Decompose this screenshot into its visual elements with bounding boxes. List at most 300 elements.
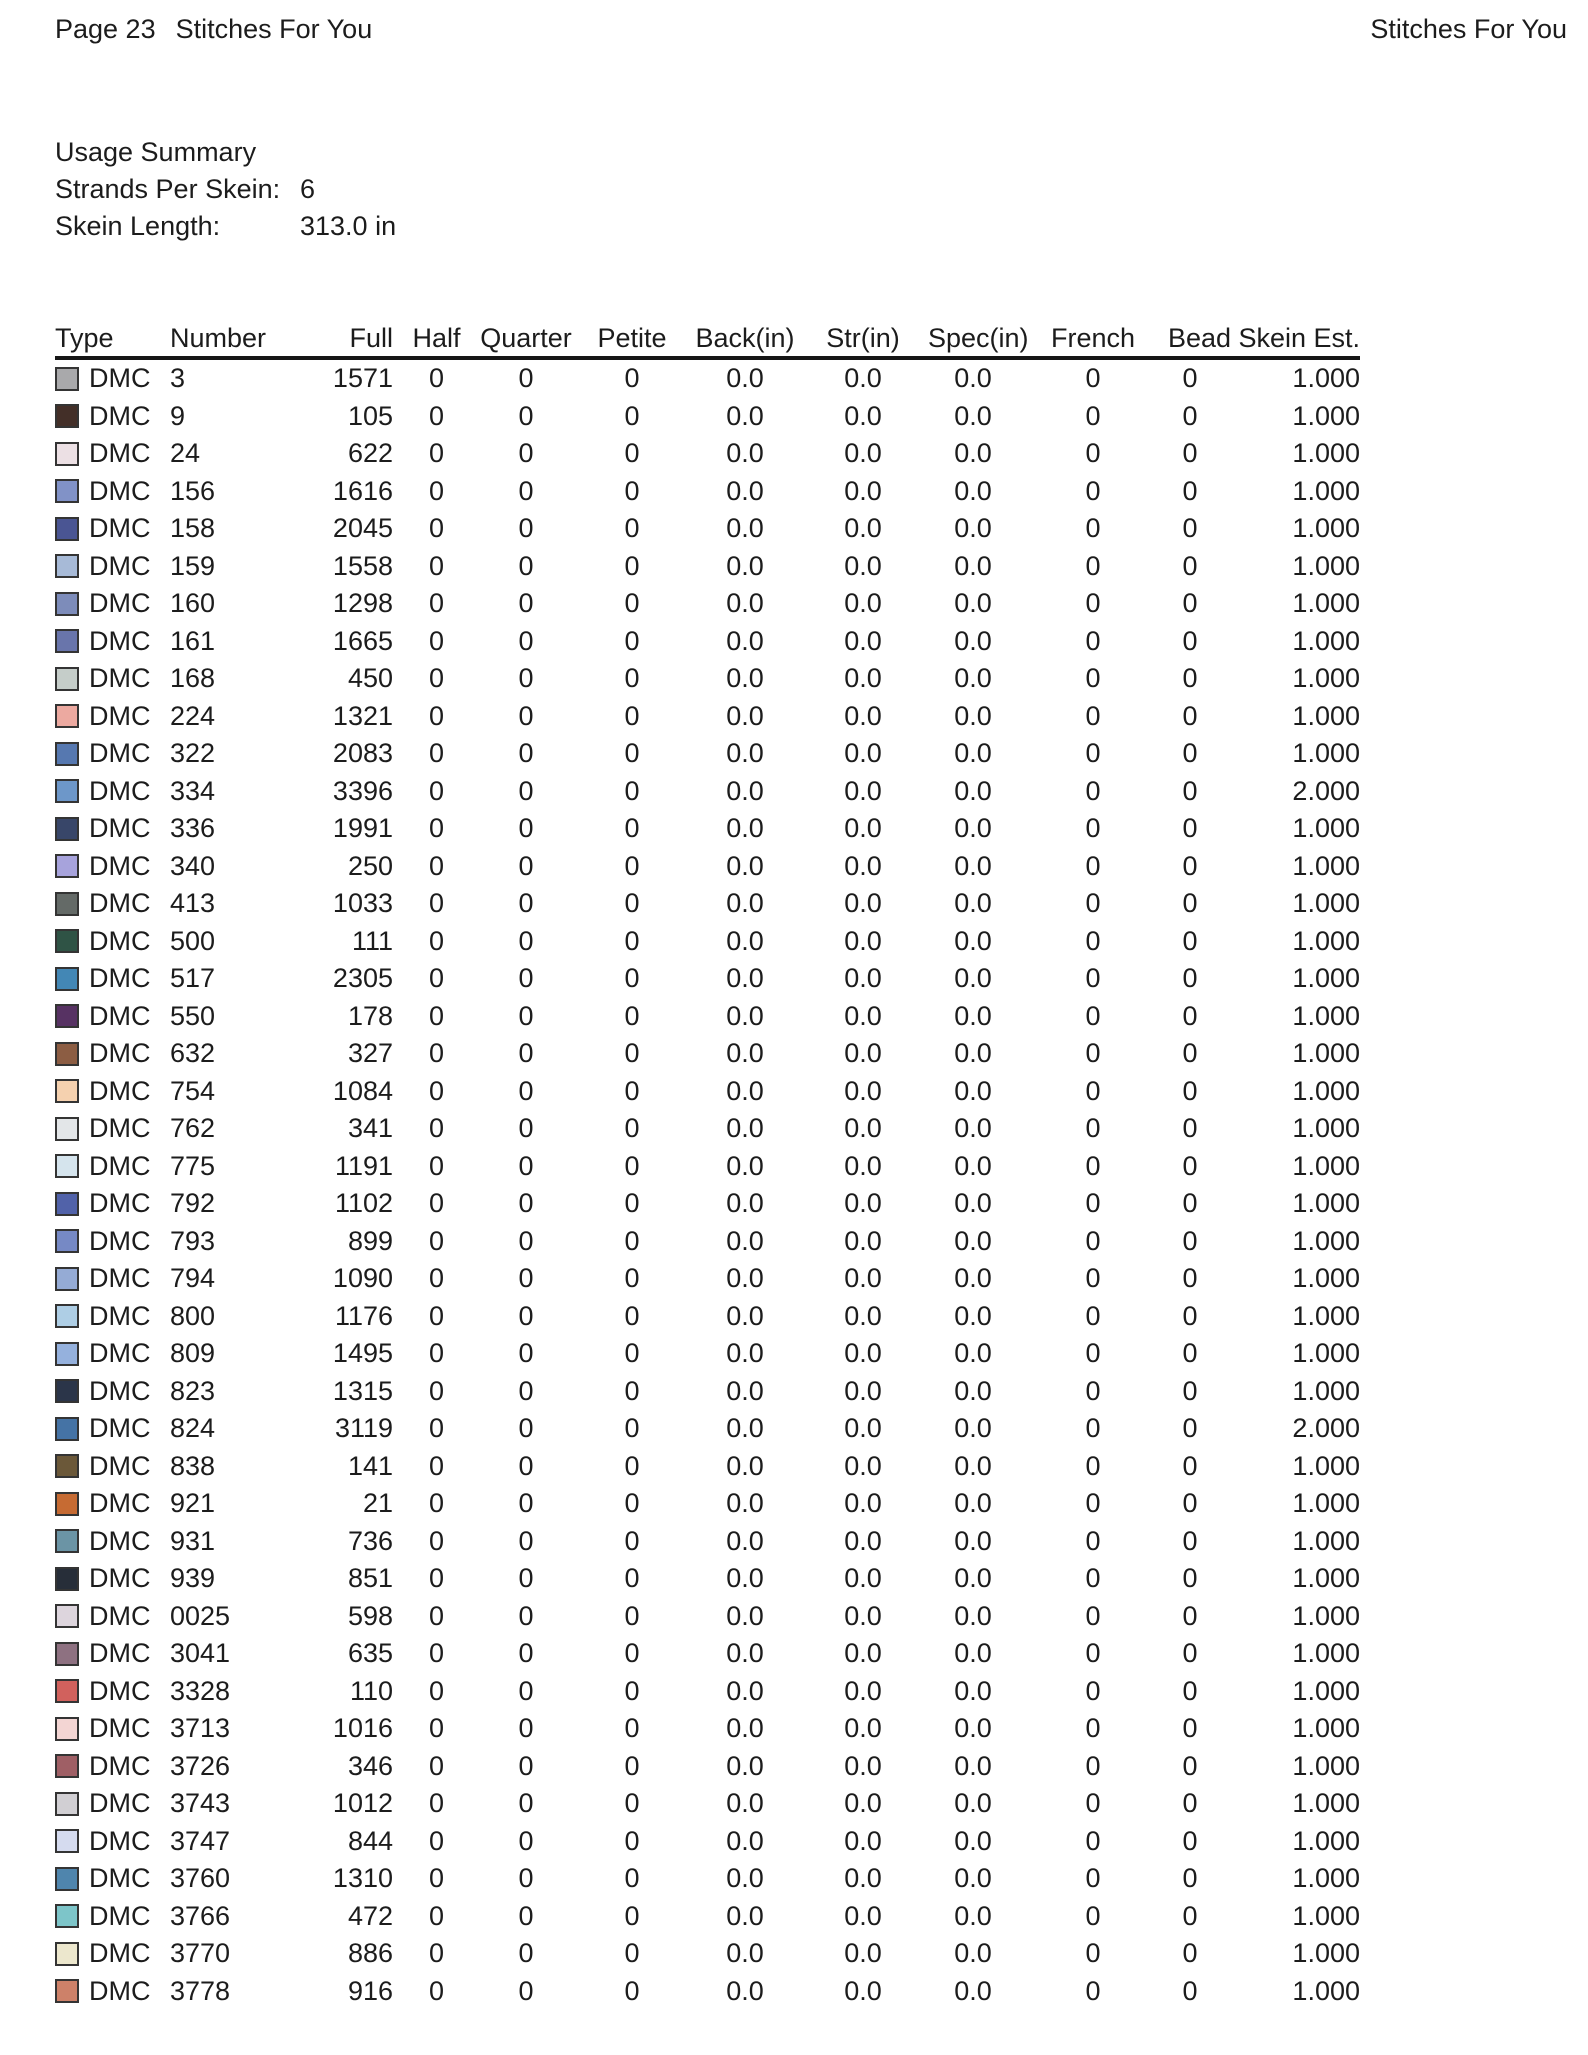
quarter-count: 0 (518, 1488, 534, 1519)
thread-type: DMC (89, 963, 151, 994)
half-count: 0 (428, 1638, 445, 1669)
petite-count: 0 (624, 1338, 640, 1369)
type-cell (55, 776, 170, 807)
table-row (55, 1223, 1360, 1261)
half-count: 0 (428, 1188, 445, 1219)
quarter-count: 0 (518, 400, 534, 431)
thread-color-swatch (55, 1229, 79, 1253)
petite-count: 0 (624, 1638, 640, 1669)
thread-type: DMC (89, 1225, 151, 1256)
quarter-count: 0 (518, 1375, 534, 1406)
petite-count: 0 (624, 1000, 640, 1031)
full-count: 1176 (334, 1300, 393, 1331)
type-cell (55, 1826, 170, 1857)
spec-inches: 0.0 (954, 925, 992, 956)
petite-count: 0 (624, 363, 640, 394)
back-inches: 0.0 (726, 775, 764, 806)
back-inches: 0.0 (726, 1375, 764, 1406)
skein-estimate: 1.000 (1292, 1375, 1360, 1406)
skein-estimate: 2.000 (1292, 775, 1360, 806)
spec-inches: 0.0 (954, 1075, 992, 1106)
quarter-count: 0 (518, 1225, 534, 1256)
skein-estimate: 1.000 (1292, 588, 1360, 619)
type-cell (55, 1338, 170, 1369)
thread-number: 800 (170, 1300, 216, 1331)
str-inches: 0.0 (844, 1000, 882, 1031)
bead-count: 0 (1182, 438, 1198, 469)
str-inches: 0.0 (844, 1113, 882, 1144)
thread-color-swatch (55, 1754, 79, 1778)
thread-number: 160 (170, 588, 216, 619)
thread-number: 413 (170, 888, 216, 919)
str-inches: 0.0 (844, 1600, 882, 1631)
type-cell (55, 813, 170, 844)
full-count: 3119 (334, 1413, 393, 1444)
quarter-count: 0 (518, 813, 534, 844)
skein-estimate: 1.000 (1292, 1150, 1360, 1181)
spec-inches: 0.0 (954, 1525, 992, 1556)
column-header-back-in: Back(in) (695, 323, 795, 353)
thread-number: 322 (170, 738, 216, 769)
skein-estimate: 1.000 (1292, 438, 1360, 469)
thread-number: 762 (170, 1113, 216, 1144)
skein-estimate: 2.000 (1292, 1413, 1360, 1444)
back-inches: 0.0 (726, 813, 764, 844)
str-inches: 0.0 (844, 1638, 882, 1669)
petite-count: 0 (624, 1825, 640, 1856)
str-inches: 0.0 (844, 1825, 882, 1856)
type-cell (55, 1638, 170, 1669)
thread-type: DMC (89, 888, 151, 919)
french-count: 0 (1085, 1263, 1101, 1294)
table-row (55, 960, 1360, 998)
french-count: 0 (1085, 1825, 1101, 1856)
str-inches: 0.0 (844, 1750, 882, 1781)
petite-count: 0 (624, 438, 640, 469)
petite-count: 0 (624, 513, 640, 544)
skein-estimate: 1.000 (1292, 1750, 1360, 1781)
skein-length-value: 313.0 in (300, 211, 397, 241)
thread-color-swatch (55, 1417, 79, 1441)
full-count: 1315 (332, 1375, 393, 1406)
bead-count: 0 (1182, 1413, 1198, 1444)
thread-number: 3041 (170, 1638, 231, 1669)
back-inches: 0.0 (726, 1338, 764, 1369)
half-count: 0 (428, 625, 445, 656)
thread-number: 9 (170, 400, 186, 431)
str-inches: 0.0 (844, 475, 882, 506)
half-count: 0 (428, 1900, 445, 1931)
thread-number: 793 (170, 1225, 216, 1256)
spec-inches: 0.0 (954, 1600, 992, 1631)
skein-estimate: 1.000 (1292, 475, 1360, 506)
petite-count: 0 (624, 588, 640, 619)
skein-estimate: 1.000 (1292, 1713, 1360, 1744)
french-count: 0 (1085, 513, 1101, 544)
str-inches: 0.0 (844, 1525, 882, 1556)
skein-length-label: Skein Length: (55, 211, 221, 241)
quarter-count: 0 (518, 1300, 534, 1331)
quarter-count: 0 (518, 738, 534, 769)
full-count: 1033 (332, 888, 393, 919)
full-count: 886 (347, 1938, 393, 1969)
spec-inches: 0.0 (954, 813, 992, 844)
quarter-count: 0 (518, 1600, 534, 1631)
type-cell (55, 1863, 170, 1894)
back-inches: 0.0 (726, 1113, 764, 1144)
table-row (55, 548, 1360, 586)
french-count: 0 (1085, 925, 1101, 956)
type-cell (55, 963, 170, 994)
full-count: 1571 (332, 363, 393, 394)
type-cell (55, 1788, 170, 1819)
spec-inches: 0.0 (954, 475, 992, 506)
thread-color-swatch (55, 1454, 79, 1478)
petite-count: 0 (624, 1225, 640, 1256)
thread-type: DMC (89, 1525, 151, 1556)
back-inches: 0.0 (726, 1600, 764, 1631)
table-row (55, 1485, 1360, 1523)
table-row (55, 1448, 1360, 1486)
thread-number: 3 (170, 363, 186, 394)
str-inches: 0.0 (844, 663, 882, 694)
back-inches: 0.0 (726, 1188, 764, 1219)
quarter-count: 0 (518, 1150, 534, 1181)
french-count: 0 (1085, 700, 1101, 731)
spec-inches: 0.0 (954, 1938, 992, 1969)
thread-type: DMC (89, 1450, 151, 1481)
table-row (55, 1935, 1360, 1973)
str-inches: 0.0 (844, 1413, 882, 1444)
half-count: 0 (428, 1450, 445, 1481)
page-number-label: Page 23 (55, 14, 156, 44)
petite-count: 0 (624, 1788, 640, 1819)
half-count: 0 (428, 1975, 445, 2006)
quarter-count: 0 (518, 1863, 534, 1894)
quarter-count: 0 (518, 1825, 534, 1856)
french-count: 0 (1085, 1900, 1101, 1931)
bead-count: 0 (1182, 1638, 1198, 1669)
spec-inches: 0.0 (954, 400, 992, 431)
table-row (55, 1373, 1360, 1411)
half-count: 0 (428, 400, 445, 431)
str-inches: 0.0 (844, 1788, 882, 1819)
spec-inches: 0.0 (954, 1750, 992, 1781)
french-count: 0 (1085, 1750, 1101, 1781)
full-count: 1665 (332, 625, 393, 656)
table-row (55, 1298, 1360, 1336)
thread-number: 3760 (170, 1863, 231, 1894)
thread-type: DMC (89, 588, 151, 619)
quarter-count: 0 (518, 625, 534, 656)
str-inches: 0.0 (844, 738, 882, 769)
back-inches: 0.0 (726, 1900, 764, 1931)
quarter-count: 0 (518, 888, 534, 919)
french-count: 0 (1085, 1413, 1101, 1444)
petite-count: 0 (624, 925, 640, 956)
table-row (55, 1035, 1360, 1073)
thread-type: DMC (89, 850, 151, 881)
petite-count: 0 (624, 1563, 640, 1594)
thread-color-swatch (55, 1492, 79, 1516)
bead-count: 0 (1182, 813, 1198, 844)
document-title-right: Stitches For You (1370, 14, 1567, 44)
bead-count: 0 (1182, 1938, 1198, 1969)
str-inches: 0.0 (844, 850, 882, 881)
quarter-count: 0 (518, 1713, 534, 1744)
full-count: 327 (347, 1038, 393, 1069)
bead-count: 0 (1182, 1675, 1198, 1706)
spec-inches: 0.0 (954, 850, 992, 881)
str-inches: 0.0 (844, 1713, 882, 1744)
bead-count: 0 (1182, 888, 1198, 919)
type-cell (55, 1976, 170, 2007)
str-inches: 0.0 (844, 1488, 882, 1519)
half-count: 0 (428, 1788, 445, 1819)
thread-number: 224 (170, 700, 216, 731)
full-count: 1991 (332, 813, 393, 844)
skein-estimate: 1.000 (1292, 1600, 1360, 1631)
back-inches: 0.0 (726, 1225, 764, 1256)
thread-number: 939 (170, 1563, 216, 1594)
full-count: 1558 (332, 550, 393, 581)
quarter-count: 0 (518, 663, 534, 694)
column-header-bead: Bead (1168, 323, 1232, 353)
bead-count: 0 (1182, 1375, 1198, 1406)
thread-color-swatch (55, 1904, 79, 1928)
back-inches: 0.0 (726, 1750, 764, 1781)
thread-type: DMC (89, 1938, 151, 1969)
thread-color-swatch (55, 667, 79, 691)
table-row (55, 698, 1360, 736)
petite-count: 0 (624, 1188, 640, 1219)
strands-per-skein-row (55, 171, 396, 208)
thread-color-swatch (55, 442, 79, 466)
thread-color-swatch (55, 854, 79, 878)
back-inches: 0.0 (726, 363, 764, 394)
type-cell (55, 1488, 170, 1519)
spec-inches: 0.0 (954, 1263, 992, 1294)
type-cell (55, 1263, 170, 1294)
spec-inches: 0.0 (954, 1488, 992, 1519)
half-count: 0 (428, 1938, 445, 1969)
petite-count: 0 (624, 1450, 640, 1481)
type-cell (55, 1413, 170, 1444)
thread-number: 161 (170, 625, 216, 656)
full-count: 1321 (332, 700, 393, 731)
str-inches: 0.0 (844, 1338, 882, 1369)
skein-estimate: 1.000 (1292, 1113, 1360, 1144)
str-inches: 0.0 (844, 588, 882, 619)
quarter-count: 0 (518, 438, 534, 469)
type-cell (55, 1151, 170, 1182)
quarter-count: 0 (518, 700, 534, 731)
full-count: 1310 (332, 1863, 393, 1894)
half-count: 0 (428, 1675, 445, 1706)
thread-color-swatch (55, 1829, 79, 1853)
skein-estimate: 1.000 (1292, 1525, 1360, 1556)
french-count: 0 (1085, 400, 1101, 431)
full-count: 1102 (334, 1188, 393, 1219)
thread-color-swatch (55, 1004, 79, 1028)
spec-inches: 0.0 (954, 438, 992, 469)
full-count: 1298 (332, 588, 393, 619)
back-inches: 0.0 (726, 663, 764, 694)
thread-number: 3770 (170, 1938, 231, 1969)
bead-count: 0 (1182, 1225, 1198, 1256)
thread-color-swatch (55, 1342, 79, 1366)
thread-type: DMC (89, 775, 151, 806)
quarter-count: 0 (518, 1563, 534, 1594)
petite-count: 0 (624, 888, 640, 919)
petite-count: 0 (624, 1975, 640, 2006)
bead-count: 0 (1182, 550, 1198, 581)
thread-number: 158 (170, 513, 216, 544)
thread-number: 24 (170, 438, 201, 469)
table-row (55, 435, 1360, 473)
bead-count: 0 (1182, 850, 1198, 881)
skein-estimate: 1.000 (1292, 663, 1360, 694)
quarter-count: 0 (518, 1413, 534, 1444)
spec-inches: 0.0 (954, 363, 992, 394)
thread-number: 838 (170, 1450, 216, 1481)
str-inches: 0.0 (844, 1900, 882, 1931)
back-inches: 0.0 (726, 550, 764, 581)
bead-count: 0 (1182, 1825, 1198, 1856)
full-count: 1090 (332, 1263, 393, 1294)
quarter-count: 0 (518, 963, 534, 994)
back-inches: 0.0 (726, 1150, 764, 1181)
str-inches: 0.0 (844, 1975, 882, 2006)
table-row (55, 1710, 1360, 1748)
bead-count: 0 (1182, 1000, 1198, 1031)
thread-color-swatch (55, 1079, 79, 1103)
full-count: 341 (347, 1113, 393, 1144)
str-inches: 0.0 (844, 1300, 882, 1331)
table-row (55, 1898, 1360, 1936)
french-count: 0 (1085, 1450, 1101, 1481)
skein-estimate: 1.000 (1292, 1225, 1360, 1256)
quarter-count: 0 (518, 1450, 534, 1481)
type-cell (55, 1938, 170, 1969)
thread-color-swatch (55, 1379, 79, 1403)
back-inches: 0.0 (726, 1525, 764, 1556)
half-count: 0 (428, 1000, 445, 1031)
thread-number: 809 (170, 1338, 216, 1369)
str-inches: 0.0 (844, 1450, 882, 1481)
french-count: 0 (1085, 438, 1101, 469)
thread-color-swatch (55, 1867, 79, 1891)
thread-number: 3726 (170, 1750, 231, 1781)
thread-color-swatch (55, 1567, 79, 1591)
petite-count: 0 (624, 1938, 640, 1969)
thread-type: DMC (89, 1563, 151, 1594)
petite-count: 0 (624, 1863, 640, 1894)
back-inches: 0.0 (726, 1075, 764, 1106)
quarter-count: 0 (518, 1038, 534, 1069)
back-inches: 0.0 (726, 1000, 764, 1031)
type-cell (55, 1076, 170, 1107)
french-count: 0 (1085, 1525, 1101, 1556)
thread-number: 500 (170, 925, 216, 956)
table-row (55, 923, 1360, 961)
thread-color-swatch (55, 1529, 79, 1553)
full-count: 844 (347, 1825, 393, 1856)
column-header-str-in: Str(in) (826, 323, 900, 353)
quarter-count: 0 (518, 1075, 534, 1106)
back-inches: 0.0 (726, 400, 764, 431)
petite-count: 0 (624, 1038, 640, 1069)
back-inches: 0.0 (726, 1450, 764, 1481)
quarter-count: 0 (518, 1675, 534, 1706)
type-cell (55, 551, 170, 582)
petite-count: 0 (624, 1413, 640, 1444)
spec-inches: 0.0 (954, 550, 992, 581)
petite-count: 0 (624, 1113, 640, 1144)
thread-color-swatch (55, 1942, 79, 1966)
thread-number: 794 (170, 1263, 216, 1294)
thread-color-swatch (55, 554, 79, 578)
bead-count: 0 (1182, 1488, 1198, 1519)
bead-count: 0 (1182, 1563, 1198, 1594)
spec-inches: 0.0 (954, 700, 992, 731)
table-row (55, 735, 1360, 773)
full-count: 250 (347, 850, 393, 881)
skein-estimate: 1.000 (1292, 1000, 1360, 1031)
petite-count: 0 (624, 1900, 640, 1931)
full-count: 736 (347, 1525, 393, 1556)
spec-inches: 0.0 (954, 1900, 992, 1931)
thread-number: 3743 (170, 1788, 231, 1819)
skein-estimate: 1.000 (1292, 400, 1360, 431)
document-title: Stitches For You (175, 14, 373, 44)
half-count: 0 (428, 663, 445, 694)
thread-type: DMC (89, 513, 151, 544)
back-inches: 0.0 (726, 1713, 764, 1744)
table-row (55, 1260, 1360, 1298)
spec-inches: 0.0 (954, 888, 992, 919)
full-count: 105 (347, 400, 393, 431)
type-cell (55, 1451, 170, 1482)
spec-inches: 0.0 (954, 1825, 992, 1856)
spec-inches: 0.0 (954, 775, 992, 806)
thread-type: DMC (89, 438, 151, 469)
french-count: 0 (1085, 1338, 1101, 1369)
bead-count: 0 (1182, 1150, 1198, 1181)
french-count: 0 (1085, 588, 1101, 619)
french-count: 0 (1085, 1488, 1101, 1519)
half-count: 0 (428, 1338, 445, 1369)
back-inches: 0.0 (726, 1563, 764, 1594)
usage-table (55, 323, 1360, 2010)
quarter-count: 0 (518, 1638, 534, 1669)
thread-color-swatch (55, 1717, 79, 1741)
thread-number: 823 (170, 1375, 216, 1406)
thread-color-swatch (55, 817, 79, 841)
thread-number: 775 (170, 1150, 216, 1181)
petite-count: 0 (624, 1750, 640, 1781)
full-count: 2305 (332, 963, 393, 994)
petite-count: 0 (624, 1375, 640, 1406)
half-count: 0 (428, 1488, 445, 1519)
skein-estimate: 1.000 (1292, 1900, 1360, 1931)
french-count: 0 (1085, 1638, 1101, 1669)
table-row (55, 660, 1360, 698)
full-count: 1084 (332, 1075, 393, 1106)
thread-number: 340 (170, 850, 216, 881)
thread-number: 550 (170, 1000, 216, 1031)
petite-count: 0 (624, 738, 640, 769)
